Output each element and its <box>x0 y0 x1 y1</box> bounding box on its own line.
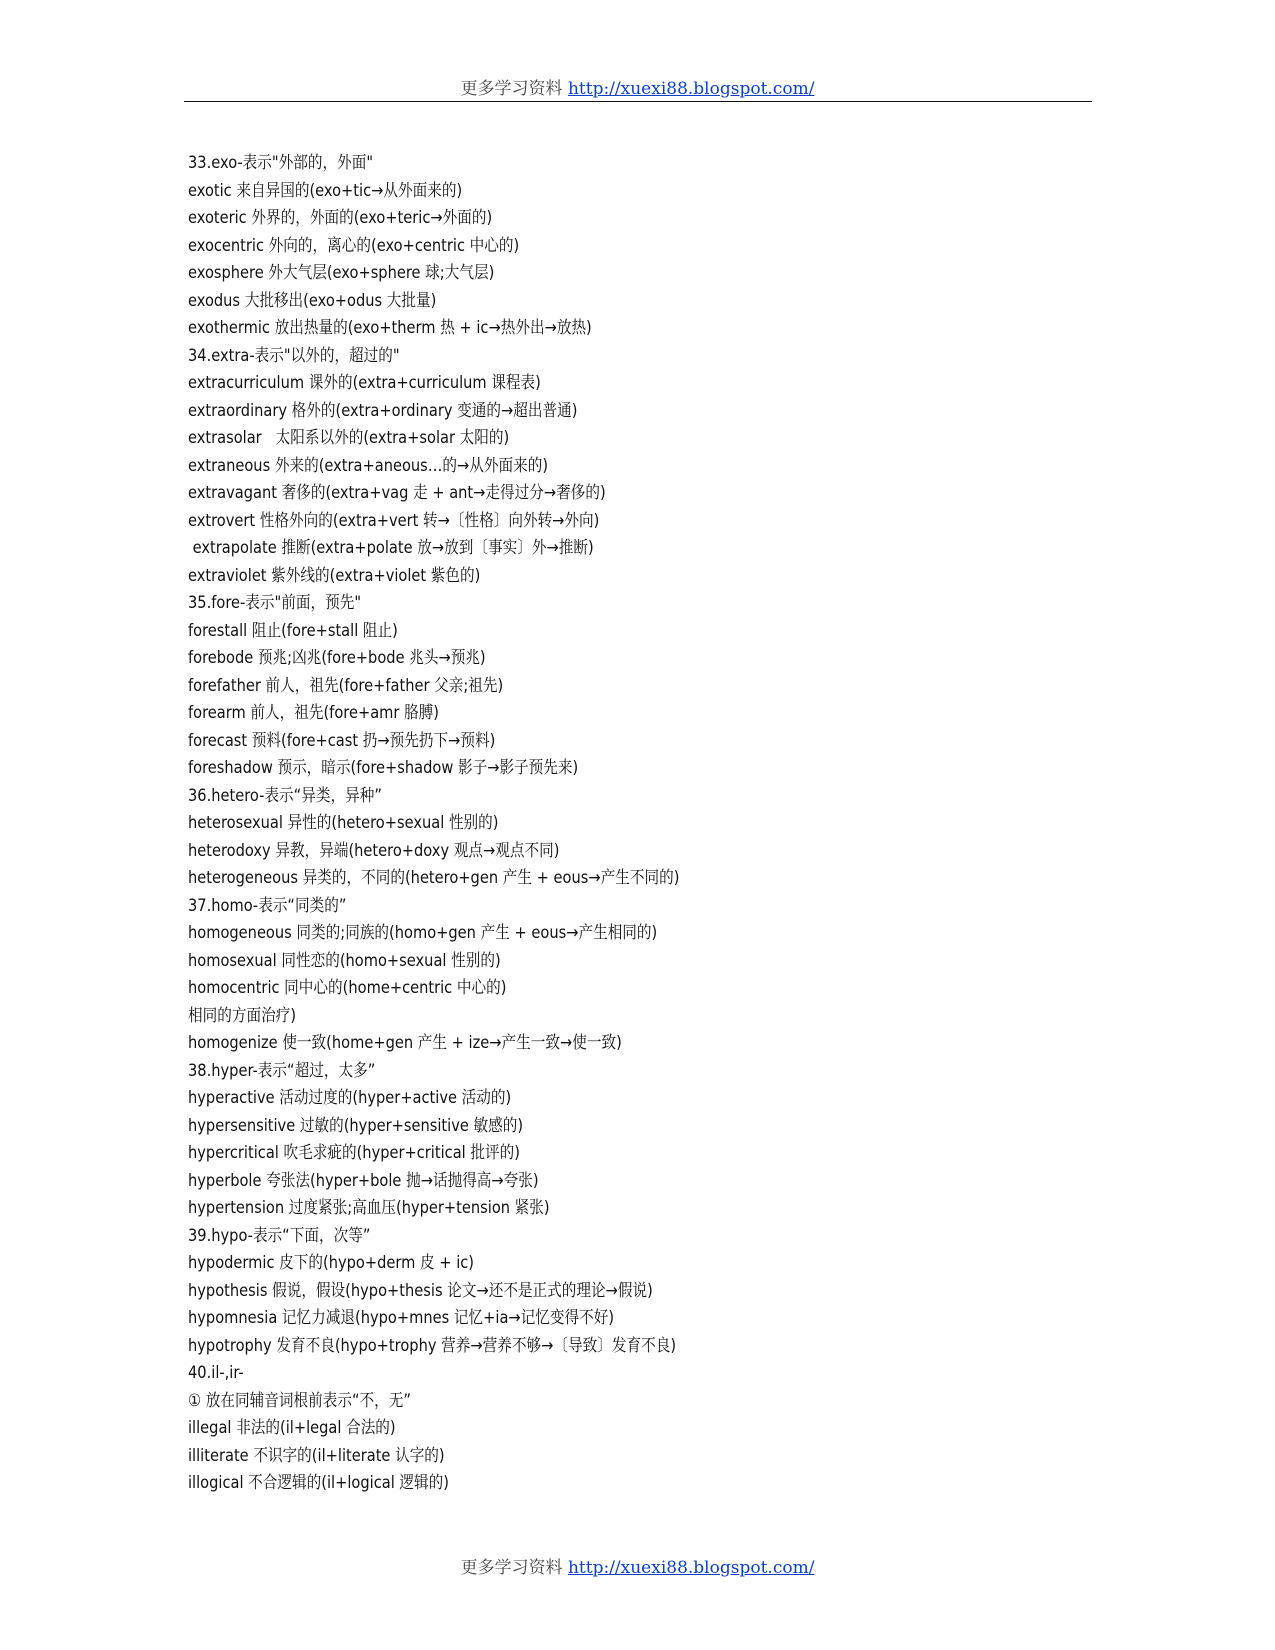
text-line: homogeneous 同类的;同族的(homo+gen 产生 + eous→产生相同的) <box>188 923 658 943</box>
header-label: 更多学习资料 <box>460 79 563 99</box>
text-line: hypertension 过度紧张;高血压(hyper+tension 紧张) <box>188 1198 550 1218</box>
text-line: exodus 大批移出(exo+odus 大批量) <box>188 290 437 311</box>
text-line: 40.il-,ir- <box>188 1363 244 1383</box>
text-line: hypothesis 假说，假设(hypo+thesis 论文→还不是正式的理论→假说) <box>188 1280 653 1301</box>
text-line: forestall 阻止(fore+stall 阻止) <box>188 620 398 641</box>
text-line: 36.hetero-表示“异类，异种” <box>188 785 382 806</box>
text-line: hyperbole 夸张法(hyper+bole 抛→话抛得高→夸张) <box>188 1170 539 1191</box>
text-line: heterosexual 异性的(hetero+sexual 性别的) <box>188 813 499 833</box>
text-line: extraviolet 紫外线的(extra+violet 紫色的) <box>188 565 481 586</box>
text-line: hypotrophy 发育不良(hypo+trophy 营养→营养不够→〔导致〕发育不良) <box>188 1335 677 1356</box>
text-line: extravagant 奢侈的(extra+vag 走 + ant→走得过分→奢侈的) <box>188 483 606 503</box>
text-line: 34.extra-表示"以外的，超过的" <box>188 345 400 366</box>
page-header <box>0 74 1275 99</box>
text-line: ① 放在同辅音词根前表示“不，无” <box>188 1390 411 1411</box>
text-line: hypodermic 皮下的(hypo+derm 皮 + ic) <box>188 1253 475 1273</box>
text-line: 37.homo-表示“同类的” <box>188 895 347 916</box>
text-line: forearm 前人，祖先(fore+amr 胳膊) <box>188 703 440 723</box>
text-line: foreshadow 预示，暗示(fore+shadow 影子→影子预先来) <box>188 758 579 778</box>
text-line: hypercritical 吹毛求疵的(hyper+critical 批评的) <box>188 1143 520 1163</box>
text-line: homogenize 使一致(home+gen 产生 + ize→产生一致→使一致) <box>188 1033 622 1053</box>
document-body <box>188 150 1068 1498</box>
text-line: hypersensitive 过敏的(hyper+sensitive 敏感的) <box>188 1115 524 1136</box>
text-line: heterogeneous 异类的，不同的(hetero+gen 产生 + eous→产生不同的) <box>188 868 680 888</box>
text-line: exosphere 外大气层(exo+sphere 球;大气层) <box>188 263 495 283</box>
text-line: 39.hypo-表示“下面，次等” <box>188 1225 371 1246</box>
text-line: exocentric 外向的，离心的(exo+centric 中心的) <box>188 235 520 256</box>
text-line: homosexual 同性恋的(homo+sexual 性别的) <box>188 950 501 971</box>
text-line: homocentric 同中心的(home+centric 中心的) <box>188 978 507 998</box>
text-line: hypomnesia 记忆力减退(hypo+mnes 记忆+ia→记忆变得不好) <box>188 1308 615 1328</box>
text-line: 35.fore-表示"前面，预先" <box>188 593 362 613</box>
text-line: hyperactive 活动过度的(hyper+active 活动的) <box>188 1088 512 1108</box>
text-line: forecast 预料(fore+cast 扔→预先扔下→预料) <box>188 730 496 751</box>
text-line: 33.exo-表示"外部的，外面" <box>188 153 374 173</box>
footer-label: 更多学习资料 <box>460 1558 563 1578</box>
text-line: illegal 非法的(il+legal 合法的) <box>188 1418 396 1438</box>
text-line: exothermic 放出热量的(exo+therm 热 + ic→热外出→放热) <box>188 318 592 338</box>
text-line: extracurriculum 课外的(extra+curriculum 课程表) <box>188 373 541 393</box>
text-line: forebode 预兆;凶兆(fore+bode 兆头→预兆) <box>188 648 486 668</box>
text-line: extrapolate 推断(extra+polate 放→放到〔事实〕外→推断) <box>188 538 594 558</box>
text-line: forefather 前人，祖先(fore+father 父亲;祖先) <box>188 675 504 696</box>
text-line: 相同的方面治疗) <box>188 1005 297 1026</box>
page-footer <box>0 1553 1275 1578</box>
header-link[interactable]: http://xuexi88.blogspot.com/ <box>567 79 815 99</box>
text-line: illogical 不合逻辑的(il+logical 逻辑的) <box>188 1473 449 1493</box>
text-line: exotic 来自异国的(exo+tic→从外面来的) <box>188 180 463 201</box>
text-line: extrasolar 太阳系以外的(extra+solar 太阳的) <box>188 428 510 448</box>
text-line: exoteric 外界的，外面的(exo+teric→外面的) <box>188 208 493 228</box>
text-line: extrovert 性格外向的(extra+vert 转→〔性格〕向外转→外向) <box>188 510 600 531</box>
footer-link[interactable]: http://xuexi88.blogspot.com/ <box>567 1558 815 1578</box>
text-line: illiterate 不识字的(il+literate 认字的) <box>188 1445 445 1466</box>
text-line: 38.hyper-表示“超过，太多” <box>188 1060 376 1081</box>
text-line: extraordinary 格外的(extra+ordinary 变通的→超出普通) <box>188 400 578 421</box>
header-divider <box>184 101 1092 102</box>
text-line: heterodoxy 异教，异端(hetero+doxy 观点→观点不同) <box>188 840 560 861</box>
text-line: extraneous 外来的(extra+aneous…的→从外面来的) <box>188 455 549 476</box>
